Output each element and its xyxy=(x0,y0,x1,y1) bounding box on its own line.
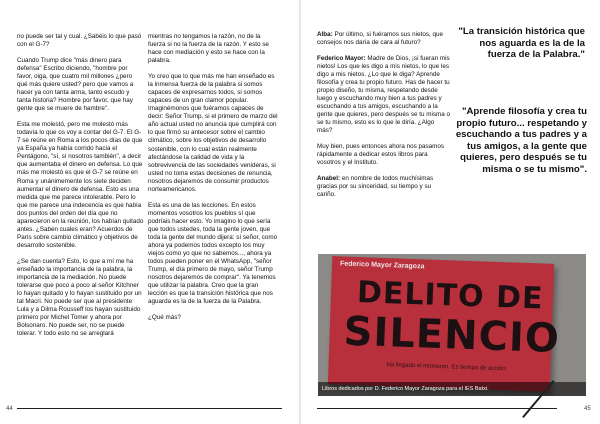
dialogue-text: Madre de Dios, ¡si fueran mis nietos! Los que les digo a mis nietos, lo que les digo a mis nietos. ¿Lo que le diga? Aprende filosofía y crea tu propio futuro. Has de hacer tu propio diseño, tu misma, respetando desde luego y escuchando muy bien a tus padres y escuchando a tus amigos, escuchando a la gente que quieres, pero después se tu misma o se tu mismo, esto es lo que le diría. ¿Algo más? xyxy=(317,54,451,135)
book-cover xyxy=(328,256,561,392)
paragraph: Esta es una de las lecciones. En estos momentos vosotros los pueblos sí que podríais hacer esto. Yo imagino lo que sería que todos ustedes, toda la gente joven, que toda la gente del mundo dijera: sí señor, como ahora ya podemos todos excepto los muy viejos como yo que no sabemos..., ahora ya todos pueden poner en el WhatsApp, "señor Trump, el día primero de mayo, señor Trump nosotros dejaremos de comprar". Ya tenemos que utilizar la palabra. Creo que la gran lección es que la transición histórica que nos aguarda es la de la fuerza de la Palabra. xyxy=(148,201,278,306)
paragraph: ¿Qué más? xyxy=(148,314,181,322)
right-column-1 xyxy=(317,31,450,207)
book-photo xyxy=(318,254,586,396)
paragraph: Yo creo que lo que más me han enseñado es la inmensa fuerza de la palabra si somos capaces de expresarnos todos, si somos capaces de un gran clamor popular. Imaginémonos que fuéramos capaces de decir: Señor Trump, si el primero de marzo del año actual usted no anuncia que cumplirá con lo que firmó su antecesor sobre el cambio climático, sobre los objetivos de desarrollo sostenible, con lo cual están realmente afectándose la calidad de vida y la sobrevivencia de las sociedades venideras, si usted no toma estas decisiones de renuncia, nosotros dejaremos de consumir productos norteamericanos. xyxy=(148,73,278,193)
speaker-name: Alba: xyxy=(317,31,333,38)
photo-caption: Libros dedicados por D. Federico Mayor Zaragoza para el IES Batxi. xyxy=(322,386,489,392)
page-number: 44 xyxy=(6,406,13,412)
paragraph: ¿Se dan cuenta? Esto, lo que a mí me ha enseñado la importancia de la palabra, la importancia de la mediación. No puede tolerarse que poco a poco al señor Kitchner lo hayan quitado y lo hayan sustituido por un tal Macri. No puede ser que al presidente Lula y a Dilma Rousseff los hayan sustituido primero por Michel Tomer y ahora por Bolsonaro. No puede ser, no se puede tolerar. Y todo esto no se arreglará xyxy=(17,257,142,338)
paragraph: no puede ser tal y cual. ¿Sabéis lo que pasó con el G-7? xyxy=(17,33,142,49)
book-subtitle: Ha llegado el momento. Es tiempo de acción. xyxy=(386,362,508,373)
dialogue-text: Por último, si fuéramos sus nietos, que consejos nos daría de cara al futuro? xyxy=(317,31,443,47)
dialogue-text: Muy bien, pues entonces ahora nos pasamos rápidamente a dedicar estos libros para vosotros y el Instituto. xyxy=(317,143,445,167)
dialogue-paragraph xyxy=(317,143,450,167)
paragraph: Cuando Trump dice "más dinero para defensa" Escribo diciendo, "hombre por favor, oiga, que cuatro mil millones ¿pero qué más quiere usted? pero que vamos a hacer ya con tanta arma, tanto escudo y tanta historia? Hombre por favor, que hay gente que se muere de hambre". xyxy=(17,56,134,113)
dialogue-paragraph xyxy=(317,31,450,47)
dialogue-paragraph xyxy=(317,175,450,199)
book-title-line-1: DELITO DE xyxy=(356,275,545,317)
dialogue-paragraph xyxy=(317,55,450,135)
speaker-name: Federico Mayor: xyxy=(317,54,366,62)
paragraph: mientras no tengamos la razón, no de la fuerza si no la fuerza de la razón. Y esto se hace con mediación y esto se hace con la palabra. xyxy=(148,33,269,65)
speaker-name: Anabel: xyxy=(317,175,341,183)
dialogue-text: en nombre de todos muchísimas gracias por su sinceridad, su tiempo y su cariño. xyxy=(317,175,434,199)
page-number: 45 xyxy=(584,406,591,412)
pull-quote-1: "La transición histórica que nos aguarda es la de la fuerza de la Palabra." xyxy=(458,26,585,61)
book-title-line-2: SILENCIO xyxy=(342,308,561,363)
pull-quote-2: "Aprende filosofía y crea tu propio futuro... respetando y escuchando a tus padres y a tus amigos, a la gente que quieres, pero después se tu misma o se tu mismo". xyxy=(455,106,587,175)
footer-rule xyxy=(317,408,557,409)
paragraph: Esta me molestó, pero me molestó más todavía lo que os voy a contar del G-7. El G-7 se reúne en Roma a los pocos días de que ya España ya había corrido hacia el Pentágono, "sí, sí nosotros también", a decir que aumentaba el dinero en defensa. Lo que más me molestó es que el G-7 se reúne en Roma y unánimemente los siete deciden aumentar el dinero de defensa. Esto es una medida que me parece intolerable. Pero lo que me parece una indecencia es que había dos puntos del orden del día que no aparecieron en la reunión, los habían quitado antes. ¿Saben cuales eran? Acuerdos de París sobre cambio climático y objetivos de desarrollo sostenible. xyxy=(17,121,144,249)
book-author: Federico Mayor Zaragoza xyxy=(339,260,425,271)
